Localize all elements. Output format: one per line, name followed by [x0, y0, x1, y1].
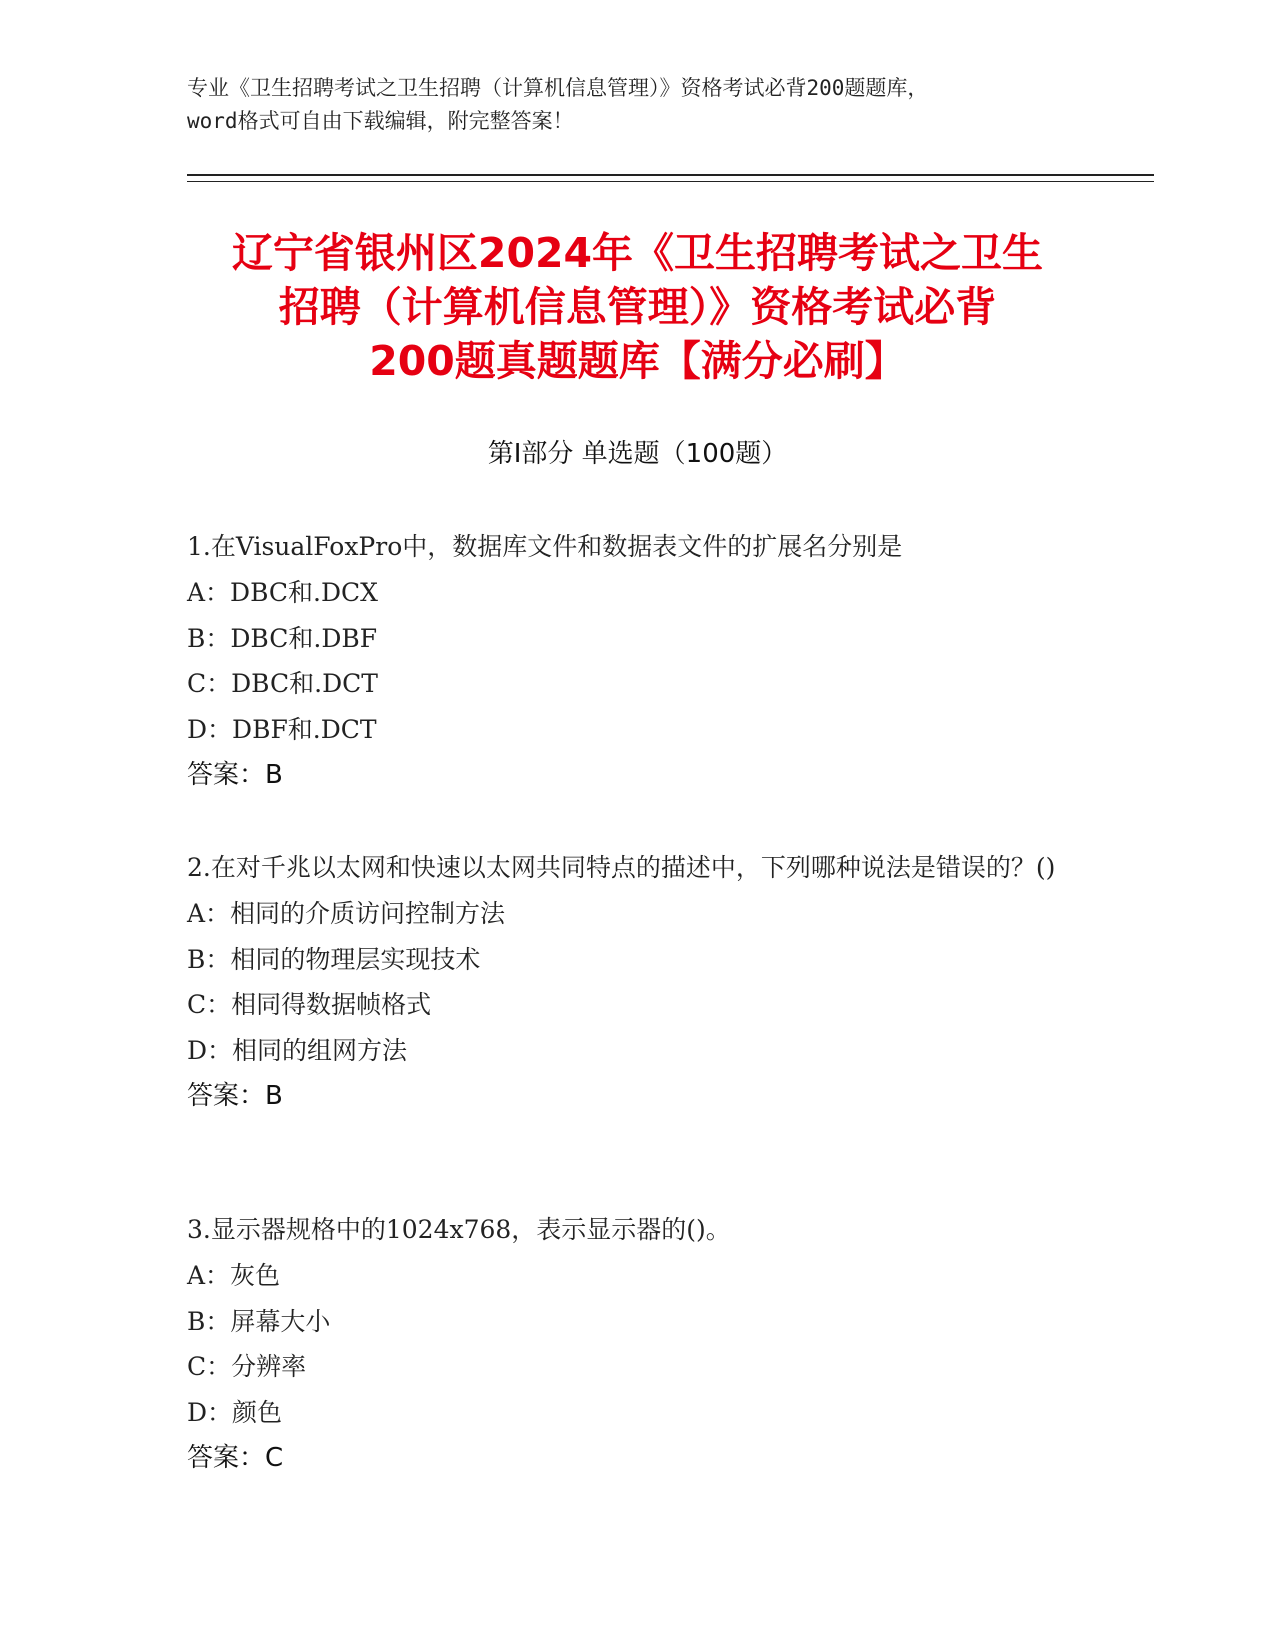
option-a: A：相同的介质访问控制方法 [187, 899, 506, 928]
option-a: A：DBC和.DCX [187, 578, 378, 607]
option-c: C：相同得数据帧格式 [187, 990, 432, 1019]
option-a: A：灰色 [187, 1261, 281, 1290]
question-text: 2.在对千兆以太网和快速以太网共同特点的描述中，下列哪种说法是错误的？() [187, 853, 1056, 882]
answer: 答案：B [187, 1081, 283, 1111]
header-note [187, 72, 1087, 138]
document-title-line-1: 辽宁省银州区2024年《卫生招聘考试之卫生 [231, 229, 1044, 277]
header-note-line-2: word格式可自由下载编辑，附完整答案！ [187, 109, 574, 133]
question-2 [187, 845, 1087, 1119]
question-1 [187, 524, 1087, 798]
document-title-line-3: 200题真题题库【满分必刷】 [369, 337, 906, 385]
answer: 答案：C [187, 1443, 284, 1473]
option-b: B：DBC和.DBF [187, 623, 378, 653]
header-divider-thin [187, 181, 1154, 182]
option-c: C：分辨率 [187, 1352, 307, 1381]
option-c: C：DBC和.DCT [187, 669, 378, 698]
document-title [150, 226, 1125, 388]
question-text: 3.显示器规格中的1024x768，表示显示器的()。 [187, 1215, 731, 1244]
section-title: 第Ⅰ部分 单选题（100题） [487, 439, 788, 469]
answer: 答案：B [187, 760, 283, 790]
option-d: D：颜色 [187, 1397, 283, 1427]
option-b: B：屏幕大小 [187, 1306, 331, 1336]
question-3 [187, 1207, 1087, 1481]
option-d: D：相同的组网方法 [187, 1035, 408, 1065]
header-note-line-1: 专业《卫生招聘考试之卫生招聘（计算机信息管理）》资格考试必背200题题库， [187, 76, 929, 100]
question-text: 1.在VisualFoxPro中，数据库文件和数据表文件的扩展名分别是 [187, 532, 903, 561]
option-b: B：相同的物理层实现技术 [187, 944, 481, 974]
header-divider-thick [187, 174, 1154, 176]
option-d: D：DBF和.DCT [187, 714, 377, 744]
document-title-line-2: 招聘（计算机信息管理）》资格考试必背 [278, 283, 997, 331]
